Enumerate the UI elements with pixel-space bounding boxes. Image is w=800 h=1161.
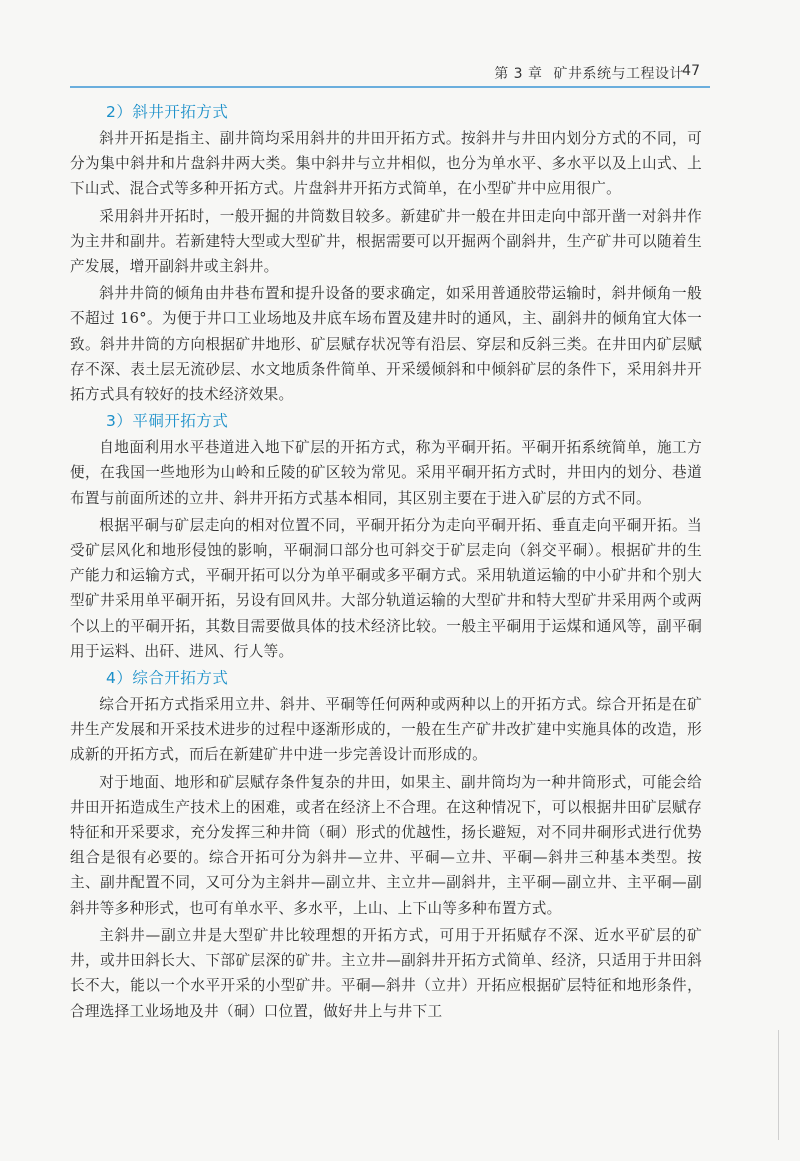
page-number: 47	[682, 63, 700, 79]
header-rule	[70, 86, 710, 88]
paragraph: 斜井井筒的倾角由井巷布置和提升设备的要求确定，如采用普通胶带运输时，斜井倾角一般不超过 16°。为便于井口工业场地及井底车场布置及建井时的通风，主、副斜井的倾角宜大体一致。斜井井筒的方向根据矿井地形、矿层赋存状况等有沿层、穿层和反斜三类。在井田内矿层赋存不深、表土层无流砂层、水文地质条件简单、开采缓倾斜和中倾斜矿层的条件下，采用斜井开拓方式具有较好的技术经济效果。	[70, 285, 702, 404]
page-header	[0, 58, 800, 88]
running-header	[494, 63, 684, 83]
section-inclined-shaft	[70, 100, 702, 407]
section-heading: 2）斜井开拓方式	[106, 103, 229, 121]
section-heading: 3）平硐开拓方式	[106, 412, 229, 431]
paragraph: 根据平硐与矿层走向的相对位置不同，平硐开拓分为走向平硐开拓、垂直走向平硐开拓。当受矿层风化和地形侵蚀的影响，平硐洞口部分也可斜交于矿层走向（斜交平硐）。根据矿井的生产能力和运输方式，平硐开拓可以分为单平硐或多平硐方式。采用轨道运输的中小矿井和个别大型矿井采用单平硐开拓，另设有回风井。大部分轨道运输的大型矿井和特大型矿井采用两个或两个以上的平硐开拓，其数目需要做具体的技术经济比较。一般主平硐用于运煤和通风等，副平硐用于运料、出矸、进风、行人等。	[70, 516, 702, 660]
section-heading: 4）综合开拓方式	[106, 669, 229, 688]
paragraph: 斜井开拓是指主、副井筒均采用斜井的井田开拓方式。按斜井与井田内划分方式的不同，可分为集中斜井和片盘斜井两大类。集中斜井与立井相似，也分为单水平、多水平以及上山式、上下山式、混合式等多种开拓方式。片盘斜井开拓方式简单，在小型矿井中应用很广。	[70, 130, 702, 198]
chapter-title: 矿井系统与工程设计	[553, 66, 684, 82]
paragraph: 自地面利用水平巷道进入地下矿层的开拓方式，称为平硐开拓。平硐开拓系统简单，施工方便，在我国一些地形为山岭和丘陵的矿区较为常见。采用平硐开拓方式时，井田内的划分、巷道布置与前面所述的立井、斜井开拓方式基本相同，其区别主要在于进入矿层的方式不同。	[70, 439, 702, 507]
paragraph: 对于地面、地形和矿层赋存条件复杂的井田，如果主、副井筒均为一种井筒形式，可能会给井田开拓造成生产技术上的困难，或者在经济上不合理。在这种情况下，可以根据井田矿层赋存特征和开采要求，充分发挥三种井筒（硐）形式的优越性，扬长避短，对不同井硐形式进行优势组合是很有必要的。综合开拓可分为斜井—立井、平硐—立井、平硐—斜井三种基本类型。按主、副井配置不同，又可分为主斜井—副立井、主立井—副斜井，主平硐—副立井、主平硐—副斜井等多种形式，也可有单水平、多水平，上山、上下山等多种布置方式。	[70, 773, 702, 917]
page-body	[70, 100, 702, 1026]
section-combined	[70, 666, 702, 1024]
section-adit	[70, 409, 702, 664]
chapter-label: 第 3 章	[494, 66, 543, 82]
scan-margin-line	[778, 1030, 779, 1140]
paragraph: 综合开拓方式指采用立井、斜井、平硐等任何两种或两种以上的开拓方式。综合开拓是在矿井生产发展和开采技术进步的过程中逐渐形成的，一般在生产矿井改扩建中实施具体的改造，形成新的开拓方式，而后在新建矿井中进一步完善设计而形成的。	[70, 696, 702, 764]
paragraph: 采用斜井开拓时，一般开掘的井筒数目较多。新建矿井一般在井田走向中部开凿一对斜井作为主井和副井。若新建特大型或大型矿井，根据需要可以开掘两个副斜井，生产矿井可以随着生产发展，增开副斜井或主斜井。	[70, 207, 702, 276]
paragraph: 主斜井—副立井是大型矿井比较理想的开拓方式，可用于开拓赋存不深、近水平矿层的矿井，或井田斜长大、下部矿层深的矿井。主立井—副斜井开拓方式简单、经济，只适用于井田斜长不大，能以一个水平开采的小型矿井。平硐—斜井（立井）开拓应根据矿层特征和地形条件，合理选择工业场地及井（硐）口位置，做好井上与井下工	[70, 926, 702, 1020]
